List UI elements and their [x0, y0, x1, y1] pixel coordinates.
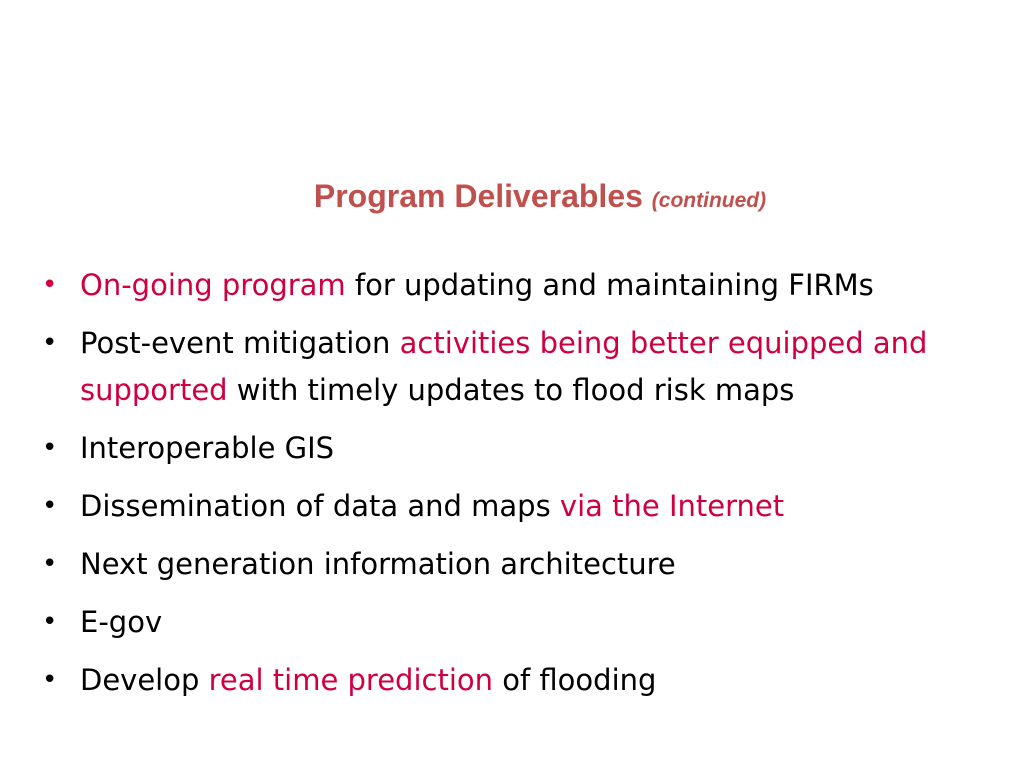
bullet-dot-icon: •	[42, 270, 58, 300]
bullet-item	[42, 541, 982, 588]
bullet-item	[42, 483, 982, 530]
bullet-text-highlight: activities being better equipped and supported	[80, 326, 928, 407]
bullet-dot-icon: •	[42, 549, 58, 579]
bullet-dot-icon: •	[42, 607, 58, 637]
title-subtitle	[652, 189, 766, 212]
bullet-dot-icon: •	[42, 433, 58, 463]
bullet-item	[42, 599, 982, 646]
slide-title	[0, 178, 1024, 215]
bullet-item	[42, 425, 982, 472]
bullet-dot-icon: •	[42, 491, 58, 521]
bullet-text: Develop	[80, 663, 209, 697]
bullet-dot-icon: •	[42, 328, 58, 358]
bullet-text: for updating and maintaining FIRMs	[345, 268, 874, 302]
bullet-item	[42, 657, 982, 704]
bullet-text: with timely updates to flood risk maps	[227, 373, 795, 407]
title-continued: continued)	[658, 189, 767, 212]
bullet-text: Post-event mitigation	[80, 326, 400, 360]
bullet-text: of flooding	[493, 663, 657, 697]
title-open-paren: (	[651, 189, 659, 212]
bullet-dot-icon: •	[42, 665, 58, 695]
bullet-text: Interoperable GIS	[80, 431, 335, 465]
title-text: Program Deliverables	[313, 178, 643, 214]
bullet-item	[42, 320, 982, 414]
bullet-text-highlight: On-going program	[80, 268, 346, 302]
bullet-text: E-gov	[80, 605, 163, 639]
bullet-list	[42, 262, 982, 715]
bullet-text: Dissemination of data and maps	[80, 489, 560, 523]
bullet-item	[42, 262, 982, 309]
bullet-text-highlight: real time prediction	[208, 663, 494, 697]
bullet-text-highlight: via the Internet	[559, 489, 785, 523]
bullet-text: Next generation information architecture	[80, 547, 676, 581]
